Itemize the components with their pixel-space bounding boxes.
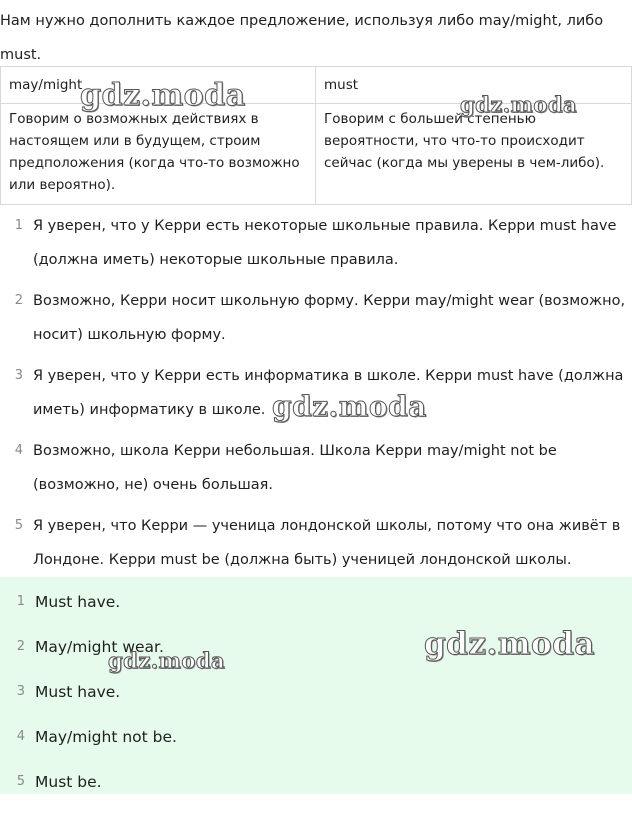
watermark: gdz.moda <box>80 78 246 113</box>
item-text: Я уверен, что у Керри есть информатика в школе. Керри must have (должна иметь) информатику в школе. <box>33 368 624 418</box>
answer-text: May/might wear. <box>35 637 164 656</box>
answers-panel <box>0 577 632 794</box>
comparison-table <box>0 66 632 205</box>
sentence-list <box>0 209 632 584</box>
item-number: 1 <box>14 218 23 233</box>
answer-text: Must be. <box>35 772 102 791</box>
item-text: Я уверен, что у Керри есть некоторые школьные правила. Керри must have (должна иметь) некоторые школьные правила. <box>33 218 617 268</box>
item-text: Возможно, школа Керри небольшая. Школа Керри may/might not be (возможно, не) очень большая. <box>33 443 557 493</box>
list-item <box>0 434 632 502</box>
watermark: gdz.moda <box>108 648 226 673</box>
item-number: 2 <box>14 293 23 308</box>
answer-item <box>0 579 632 624</box>
watermark: gdz.moda <box>460 92 578 117</box>
list-item <box>0 209 632 277</box>
answer-number: 1 <box>16 594 25 609</box>
item-number: 4 <box>14 443 23 458</box>
table-row <box>1 104 632 205</box>
answer-item <box>0 669 632 714</box>
list-item <box>0 509 632 577</box>
answer-number: 5 <box>16 774 25 789</box>
answer-text: Must have. <box>35 682 121 701</box>
task-instruction: Нам нужно дополнить каждое предложение, используя либо may/might, либо must. <box>0 13 604 63</box>
answer-text: Must have. <box>35 592 121 611</box>
item-text: Я уверен, что Керри — ученица лондонской школы, потому что она живёт в Лондоне. Керри must be (должна быть) ученицей лондонской школы. <box>33 518 621 568</box>
header-may-might: may/might <box>1 67 316 104</box>
answer-text: May/might not be. <box>35 727 177 746</box>
list-item <box>0 284 632 352</box>
list-item <box>0 359 632 427</box>
item-number: 3 <box>14 368 23 383</box>
header-must: must <box>316 67 632 104</box>
answer-item <box>0 624 632 669</box>
answer-list <box>0 577 632 804</box>
cell-may-might-description: Говорим о возможных действиях в настоящем или в будущем, строим предположения (когда что-то возможно или вероятно). <box>1 104 316 205</box>
answer-number: 4 <box>16 729 25 744</box>
item-number: 5 <box>14 518 23 533</box>
answer-item <box>0 714 632 759</box>
answer-number: 3 <box>16 684 25 699</box>
answer-item <box>0 759 632 804</box>
item-text: Возможно, Керри носит школьную форму. Керри may/might wear (возможно, носит) школьную форму. <box>33 293 626 343</box>
cell-must-description: Говорим с большей степенью вероятности, что что-то происходит сейчас (когда мы уверены в чем-либо). <box>316 104 632 205</box>
watermark: gdz.moda <box>424 626 595 662</box>
answer-number: 2 <box>16 639 25 654</box>
table-header-row <box>1 67 632 104</box>
watermark: gdz.moda <box>272 390 427 423</box>
